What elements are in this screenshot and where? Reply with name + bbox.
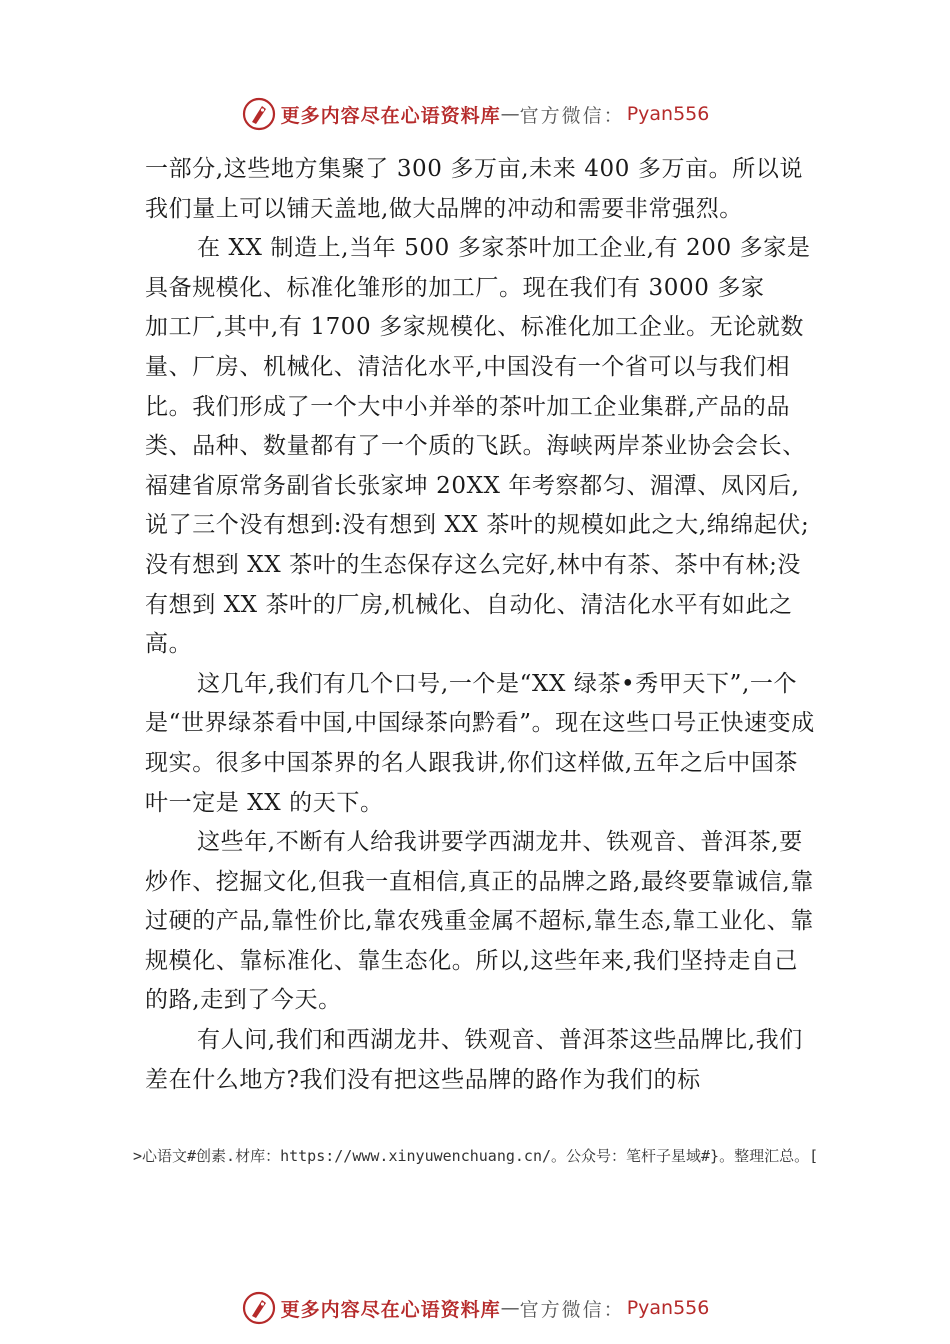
pen-nib-icon <box>241 1290 277 1326</box>
footer-banner <box>0 1288 950 1328</box>
document-body <box>145 150 815 1100</box>
paragraph: 加工厂,其中,有 1700 多家规模化、标准化加工企业。无论就数量、厂房、机械化、清洁化水平,中国没有一个省可以与我们相比。我们形成了一个大中小并举的茶叶加工企业集群,产品的品类、品种、数量都有了一个质的飞跃。海峡两岸茶业协会会长、福建省原常务副省长张家坤 20XX 年考察都匀、湄潭、凤冈后,说了三个没有想到:没有想到 XX 茶叶的规模如此之大,绵绵起伏;没有想到 XX 茶叶的生态保存这么完好,林中有茶、茶中有林;没有想到 XX 茶叶的厂房,机械化、自动化、清洁化水平有如此之高。 <box>145 314 810 658</box>
paragraph: 在 XX 制造上,当年 500 多家茶叶加工企业,有 200 多家是具备规模化、标准化雏形的加工厂。现在我们有 3000 多家 <box>145 235 811 301</box>
header-banner <box>0 94 950 134</box>
paragraph: 一部分,这些地方集聚了 300 多万亩,未来 400 多万亩。所以说我们量上可以铺天盖地,做大品牌的冲动和需要非常强烈。 <box>145 156 804 222</box>
banner-wechat-id: Pyan556 <box>626 103 710 125</box>
banner-wechat-label: 官方微信： <box>519 1298 625 1321</box>
paragraph: 这些年,不断有人给我讲要学西湖龙井、铁观音、普洱茶,要炒作、挖掘文化,但我一直相信,真正的品牌之路,最终要靠诚信,靠过硬的产品,靠性价比,靠农残重金属不超标,靠生态,靠工业化、靠规模化、靠标准化、靠生态化。所以,这些年来,我们坚持走自己的路,走到了今天。 <box>145 829 814 1014</box>
source-note: >心语文#创素.材库：https://www.xinyuwenchuang.cn/。公众号：笔杆子星域#}。整理汇总。[ <box>133 1147 819 1165</box>
banner-main-text: 更多内容尽在心语资料库 <box>280 1298 501 1321</box>
banner-wechat-id: Pyan556 <box>626 1297 710 1319</box>
banner-wechat-label: 官方微信： <box>519 104 625 127</box>
banner-separator: — <box>500 1297 520 1319</box>
banner-separator: — <box>500 103 520 125</box>
pen-nib-icon <box>241 96 277 132</box>
paragraph: 这几年,我们有几个口号,一个是“XX 绿茶•秀甲天下”,一个是“世界绿茶看中国,中国绿茶向黔看”。现在这些口号正快速变成现实。很多中国茶界的名人跟我讲,你们这样做,五年之后中国茶叶一定是 XX 的天下。 <box>145 670 815 816</box>
banner-main-text: 更多内容尽在心语资料库 <box>280 104 501 127</box>
paragraph: 有人问,我们和西湖龙井、铁观音、普洱茶这些品牌比,我们差在什么地方?我们没有把这些品牌的路作为我们的标 <box>145 1027 803 1093</box>
